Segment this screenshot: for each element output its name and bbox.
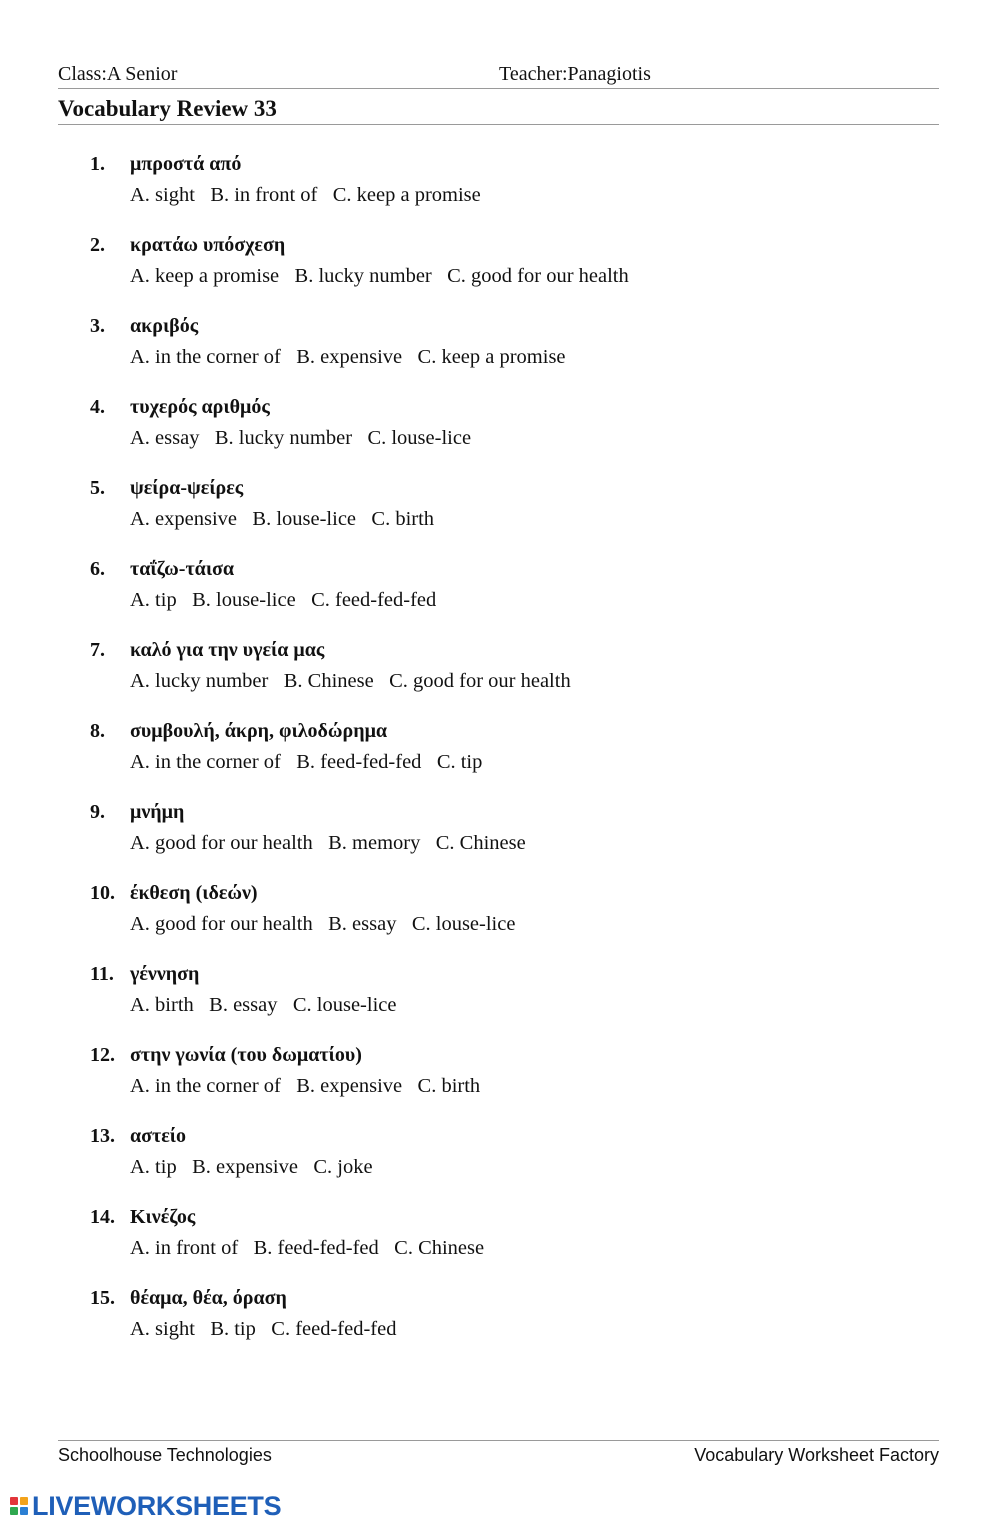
answer-options xyxy=(130,1235,950,1261)
logo-mark-icon xyxy=(10,1495,30,1517)
answer-options xyxy=(130,506,950,532)
question-line xyxy=(90,1123,950,1149)
question-item xyxy=(90,799,950,856)
answer-options xyxy=(130,1073,950,1099)
question-item xyxy=(90,1123,950,1180)
answer-option-a[interactable]: A. birth xyxy=(130,994,194,1016)
question-term: ακριβός xyxy=(130,315,199,337)
answer-options xyxy=(130,182,950,208)
question-line xyxy=(90,232,950,258)
question-line xyxy=(90,394,950,420)
answer-option-a[interactable]: A. in front of xyxy=(130,1237,239,1259)
question-number: 5. xyxy=(90,477,105,499)
question-line xyxy=(90,637,950,663)
question-item xyxy=(90,1042,950,1099)
question-term: θέαμα, θέα, όραση xyxy=(130,1287,287,1309)
question-item xyxy=(90,637,950,694)
answer-option-c[interactable]: C. louse-lice xyxy=(292,994,397,1016)
answer-option-a[interactable]: A. keep a promise xyxy=(130,265,280,287)
answer-option-b[interactable]: B. essay xyxy=(328,913,397,935)
answer-option-a[interactable]: A. sight xyxy=(130,1318,195,1340)
footer-left: Schoolhouse Technologies xyxy=(58,1445,272,1465)
question-item xyxy=(90,880,950,937)
answer-option-c[interactable]: C. feed-fed-fed xyxy=(311,589,437,611)
logo-square-1 xyxy=(10,1497,18,1505)
answer-options xyxy=(130,749,950,775)
liveworksheets-logo[interactable] xyxy=(10,1490,281,1522)
title-rule xyxy=(58,124,939,125)
question-line xyxy=(90,556,950,582)
footer-right: Vocabulary Worksheet Factory xyxy=(694,1445,939,1465)
logo-text: LIVEWORKSHEETS xyxy=(32,1490,282,1521)
question-line xyxy=(90,961,950,987)
answer-option-c[interactable]: C. birth xyxy=(371,508,435,530)
question-term: έκθεση (ιδεών) xyxy=(130,882,258,904)
answer-options xyxy=(130,911,950,937)
class-label: Class:A Senior xyxy=(58,63,178,85)
question-item xyxy=(90,961,950,1018)
question-item xyxy=(90,718,950,775)
question-item xyxy=(90,1204,950,1261)
answer-option-a[interactable]: A. lucky number xyxy=(130,670,269,692)
question-term: γέννηση xyxy=(130,963,200,985)
logo-square-4 xyxy=(20,1507,28,1515)
answer-options xyxy=(130,1316,950,1342)
question-number: 7. xyxy=(90,639,105,661)
question-line xyxy=(90,799,950,825)
answer-option-c[interactable]: C. keep a promise xyxy=(417,346,566,368)
answer-option-c[interactable]: C. good for our health xyxy=(447,265,629,287)
question-term: τυχερός αριθμός xyxy=(130,396,270,418)
question-item xyxy=(90,151,950,208)
answer-option-b[interactable]: B. essay xyxy=(209,994,278,1016)
answer-option-c[interactable]: C. Chinese xyxy=(435,832,526,854)
question-number: 4. xyxy=(90,396,105,418)
answer-option-a[interactable]: A. tip xyxy=(130,589,177,611)
question-term: ταΐζω-τάισα xyxy=(130,558,235,580)
question-term: συμβουλή, άκρη, φιλοδώρημα xyxy=(130,720,388,742)
answer-option-c[interactable]: C. louse-lice xyxy=(411,913,516,935)
answer-options xyxy=(130,830,950,856)
answer-option-b[interactable]: B. lucky number xyxy=(294,265,432,287)
answer-option-b[interactable]: B. lucky number xyxy=(214,427,353,449)
answer-options xyxy=(130,263,950,289)
question-line xyxy=(90,1285,950,1311)
question-term: μνήμη xyxy=(130,801,185,823)
question-item xyxy=(90,394,950,451)
logo-square-2 xyxy=(20,1497,28,1505)
answer-option-b[interactable]: B. louse-lice xyxy=(252,508,357,530)
question-item xyxy=(90,556,950,613)
answer-option-c[interactable]: C. good for our health xyxy=(389,670,571,692)
answer-option-a[interactable]: A. good for our health xyxy=(130,832,313,854)
question-number: 9. xyxy=(90,801,105,823)
answer-option-c[interactable]: C. keep a promise xyxy=(332,184,481,206)
question-item xyxy=(90,475,950,532)
answer-option-a[interactable]: A. in the corner of xyxy=(130,1075,281,1097)
question-term: καλό για την υγεία μας xyxy=(130,639,325,661)
question-line xyxy=(90,151,950,177)
answer-option-c[interactable]: C. birth xyxy=(417,1075,481,1097)
question-number: 3. xyxy=(90,315,105,337)
question-number: 13. xyxy=(90,1125,115,1147)
question-number: 8. xyxy=(90,720,105,742)
question-line xyxy=(90,313,950,339)
answer-options xyxy=(130,668,950,694)
question-term: κρατάω υπόσχεση xyxy=(130,234,286,256)
question-line xyxy=(90,1204,950,1230)
answer-option-b[interactable]: B. in front of xyxy=(210,184,318,206)
answer-option-a[interactable]: A. in the corner of xyxy=(130,751,281,773)
question-number: 2. xyxy=(90,234,105,256)
answer-option-b[interactable]: B. expensive xyxy=(296,346,403,368)
teacher-label: Teacher:Panagiotis xyxy=(499,63,651,85)
question-number: 12. xyxy=(90,1044,115,1066)
answer-option-b[interactable]: B. expensive xyxy=(192,1156,298,1178)
answer-option-b[interactable]: B. feed-fed-fed xyxy=(253,1237,379,1259)
answer-option-b[interactable]: B. Chinese xyxy=(283,670,374,692)
answer-option-a[interactable]: A. expensive xyxy=(130,508,238,530)
header-rule xyxy=(58,88,939,89)
answer-options xyxy=(130,587,950,613)
answer-options xyxy=(130,992,950,1018)
question-number: 15. xyxy=(90,1287,115,1309)
question-term: ψείρα-ψείρες xyxy=(130,477,244,499)
question-term: στην γωνία (του δωματίου) xyxy=(130,1044,362,1066)
question-number: 1. xyxy=(90,153,105,175)
question-line xyxy=(90,1042,950,1068)
answer-options xyxy=(130,425,950,451)
question-term: Κινέζος xyxy=(130,1206,196,1228)
page-title: Vocabulary Review 33 xyxy=(58,96,277,121)
answer-option-b[interactable]: B. louse-lice xyxy=(192,589,296,611)
question-term: μπροστά από xyxy=(130,153,242,175)
question-number: 6. xyxy=(90,558,105,580)
answer-option-a[interactable]: A. good for our health xyxy=(130,913,313,935)
answer-option-c[interactable]: C. louse-lice xyxy=(367,427,472,449)
answer-option-b[interactable]: B. expensive xyxy=(296,1075,403,1097)
answer-option-a[interactable]: A. tip xyxy=(130,1156,177,1178)
question-item xyxy=(90,1285,950,1342)
question-line xyxy=(90,880,950,906)
answer-option-c[interactable]: C. feed-fed-fed xyxy=(271,1318,397,1340)
answer-option-b[interactable]: B. tip xyxy=(210,1318,256,1340)
answer-options xyxy=(130,344,950,370)
answer-option-c[interactable]: C. joke xyxy=(313,1156,373,1178)
question-number: 14. xyxy=(90,1206,115,1228)
question-line xyxy=(90,718,950,744)
question-line xyxy=(90,475,950,501)
answer-option-a[interactable]: A. essay xyxy=(130,427,200,449)
answer-option-b[interactable]: B. feed-fed-fed xyxy=(296,751,422,773)
answer-option-c[interactable]: C. tip xyxy=(436,751,483,773)
question-item xyxy=(90,313,950,370)
logo-square-3 xyxy=(10,1507,18,1515)
answer-option-c[interactable]: C. Chinese xyxy=(394,1237,485,1259)
answer-options xyxy=(130,1154,950,1180)
footer-rule xyxy=(58,1440,939,1441)
question-number: 10. xyxy=(90,882,115,904)
answer-option-a[interactable]: A. sight xyxy=(130,184,195,206)
answer-option-b[interactable]: B. memory xyxy=(328,832,421,854)
question-number: 11. xyxy=(90,963,114,985)
question-item xyxy=(90,232,950,289)
question-term: αστείο xyxy=(130,1125,187,1147)
answer-option-a[interactable]: A. in the corner of xyxy=(130,346,281,368)
